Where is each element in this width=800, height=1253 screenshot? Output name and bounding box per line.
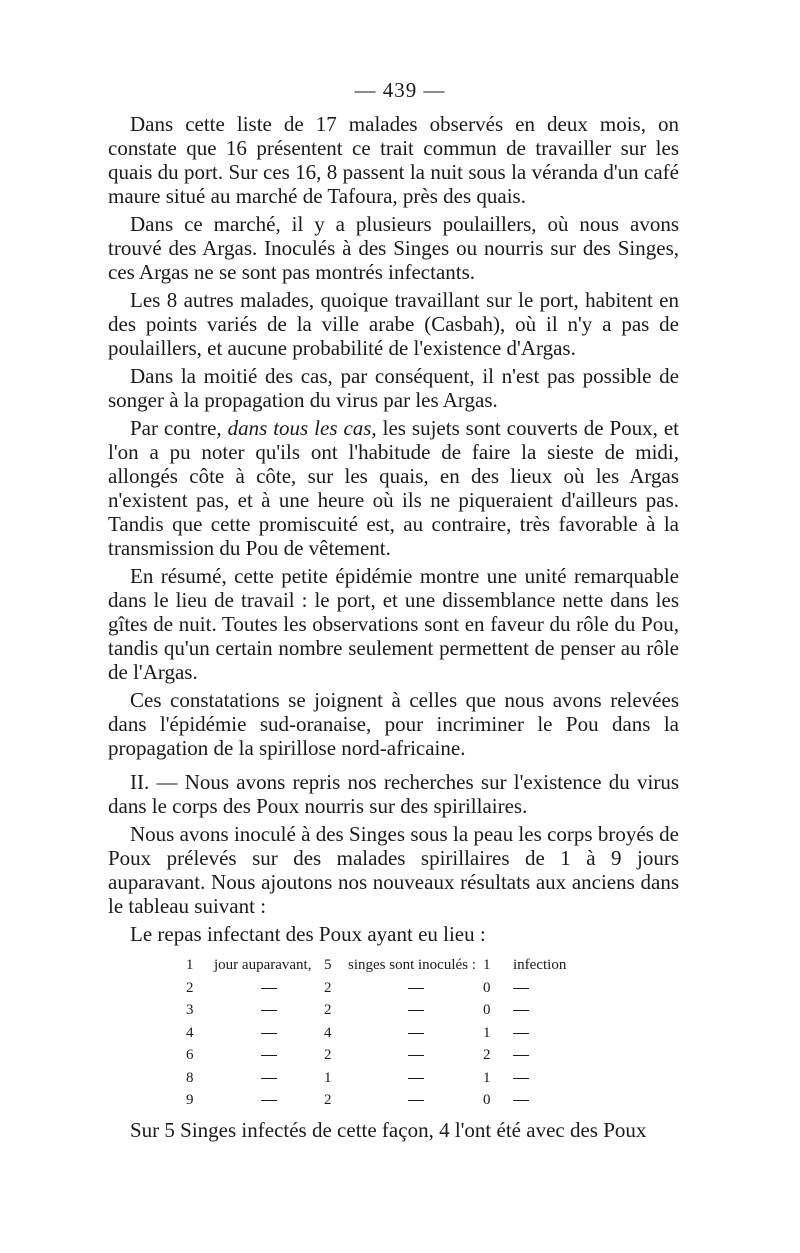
italic-run: dans tous les cas,	[227, 416, 377, 440]
page-number: — 439 —	[354, 78, 446, 102]
singes-cell: 2	[324, 1092, 332, 1108]
text-body	[108, 112, 679, 1146]
days-cell: 2	[186, 979, 194, 996]
paragraph: Sur 5 Singes infectés de cette façon, 4 l'ont été avec des Poux	[130, 1117, 647, 1142]
infection-cell: 0	[483, 1092, 491, 1108]
table-row	[186, 999, 679, 1022]
ditto-dash	[348, 977, 483, 1000]
table-row	[186, 1089, 679, 1112]
infection-cell: 0	[483, 1002, 491, 1018]
text-run: les sujets sont couverts de Poux, et l'on a pu noter qu'ils ont l'habitude de faire la sieste de midi, allongés côte à côte, sur les quais, en des lieux où les Argas n'existent pas, et à une heure où ils ne piqueraient d'ailleurs pas. Tandis que cette promiscuité est, au contraire, très favorable à la transmission du Pou de vêtement.	[108, 416, 680, 560]
table-row	[186, 954, 679, 977]
table-row	[186, 1022, 679, 1045]
infection-cell: 1	[483, 1024, 491, 1041]
ditto-dash	[214, 1067, 324, 1090]
paragraph: Nous avons inoculé à des Singes sous la peau les corps broyés de Poux prélevés sur des malades spirillaires de 1 à 9 jours auparavant. Nous ajoutons nos nouveaux résultats aux anciens dans le tableau suivant :	[108, 822, 679, 918]
singes-cell: 5	[324, 957, 332, 973]
label-cell: infection	[513, 957, 567, 973]
days-cell: 9	[186, 1092, 194, 1108]
paragraph	[108, 416, 679, 560]
text-run: Par contre,	[130, 416, 228, 440]
ditto-dash	[214, 977, 324, 1000]
ditto-dash	[513, 999, 593, 1022]
days-cell: 4	[186, 1024, 194, 1041]
singes-cell: 2	[324, 979, 332, 996]
table-row	[186, 1044, 679, 1067]
infection-cell: 2	[483, 1047, 491, 1063]
ditto-dash	[513, 977, 593, 1000]
infection-cell: 1	[483, 1069, 491, 1086]
ditto-dash	[513, 1089, 593, 1112]
ditto-dash	[348, 1044, 483, 1067]
ditto-dash	[214, 999, 324, 1022]
results-table	[186, 954, 679, 1112]
days-cell: 1	[186, 957, 194, 973]
infection-cell: 0	[483, 979, 491, 996]
days-cell: 8	[186, 1069, 194, 1086]
paragraph: Dans la moitié des cas, par conséquent, il n'est pas possible de songer à la propagation du virus par les Argas.	[108, 364, 679, 412]
ditto-dash	[214, 1022, 324, 1045]
ditto-dash	[348, 999, 483, 1022]
ditto-dash	[513, 1044, 593, 1067]
paragraph: Les 8 autres malades, quoique travaillant sur le port, habitent en des points variés de la ville arabe (Casbah), où il n'y a pas de poulaillers, et aucune probabilité de l'existence d'Argas.	[108, 288, 679, 360]
days-cell: 3	[186, 1002, 194, 1018]
singes-cell: 2	[324, 1047, 332, 1063]
ditto-dash	[348, 1022, 483, 1045]
singes-cell: 1	[324, 1069, 332, 1086]
singes-cell: 4	[324, 1024, 332, 1041]
label-cell: singes sont inoculés :	[348, 957, 476, 973]
paragraph: En résumé, cette petite épidémie montre une unité remarquable dans le lieu de travail : le port, et une dissemblance nette dans les gîtes de nuit. Toutes les observations sont en faveur du rôle du Pou, tandis qu'un certain nombre seulement permettent de penser au rôle de l'Argas.	[108, 564, 679, 684]
table-intro: Le repas infectant des Poux ayant eu lieu :	[130, 922, 486, 946]
label-cell: jour auparavant,	[214, 957, 312, 973]
ditto-dash	[348, 1089, 483, 1112]
paragraph: Ces constatations se joignent à celles que nous avons relevées dans l'épidémie sud-oranaise, pour incriminer le Pou dans la propagation de la spirillose nord-africaine.	[108, 688, 679, 760]
section-heading-paragraph: II. — Nous avons repris nos recherches sur l'existence du virus dans le corps des Poux nourris sur des spirillaires.	[108, 770, 679, 818]
ditto-dash	[513, 1022, 593, 1045]
paragraph: Dans cette liste de 17 malades observés en deux mois, on constate que 16 présentent ce trait commun de travailler sur les quais du port. Sur ces 16, 8 passent la nuit sous la véranda d'un café maure situé au marché de Tafoura, près des quais.	[108, 112, 679, 208]
table-row	[186, 1067, 679, 1090]
days-cell: 6	[186, 1047, 194, 1063]
infection-cell: 1	[483, 957, 491, 973]
ditto-dash	[214, 1044, 324, 1067]
paragraph: Dans ce marché, il y a plusieurs poulaillers, où nous avons trouvé des Argas. Inoculés à des Singes ou nourris sur des Singes, ces Argas ne se sont pas montrés infectants.	[108, 212, 679, 284]
ditto-dash	[348, 1067, 483, 1090]
table-row	[186, 977, 679, 1000]
ditto-dash	[214, 1089, 324, 1112]
ditto-dash	[513, 1067, 593, 1090]
singes-cell: 2	[324, 1002, 332, 1018]
